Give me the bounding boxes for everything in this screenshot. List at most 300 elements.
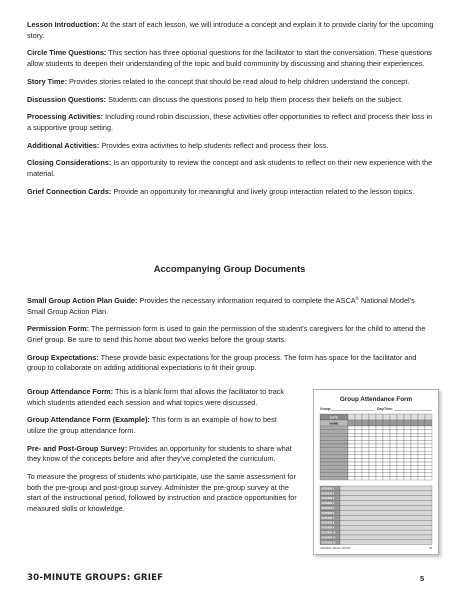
attendance-cell (362, 437, 369, 441)
attendance-cell (404, 433, 411, 437)
attendance-cell (383, 430, 390, 434)
definition-text: Provide an opportunity for meaningful and lively group interaction related to the lesson topics. (111, 186, 415, 196)
definition-term: Discussion Questions: (27, 94, 107, 104)
attendance-cell (369, 437, 376, 441)
document-text: Provides an opportunity for students to share what they know of the concepts before and after they’ve completed the curriculum. (27, 443, 292, 464)
definition-term: Circle Time Questions: (27, 48, 107, 58)
date-header-label: DATE (330, 415, 338, 420)
thumbnail-group-label: Group: (320, 407, 332, 411)
attendance-cell (418, 455, 425, 459)
session-topic-cell (340, 520, 432, 525)
attendance-cell (411, 466, 418, 470)
date-column-cell (418, 414, 425, 420)
attendance-cell (411, 473, 418, 477)
session-topic-cell (340, 496, 432, 501)
definition-text: Including round robin discussion, these activities offer opportunities to reflect and process their loss in a supportive group setting. (27, 112, 433, 132)
attendance-cell (411, 458, 418, 462)
attendance-cell (362, 448, 369, 452)
attendance-cell (355, 462, 362, 466)
attendance-cell (362, 451, 369, 455)
session-label: SESSION 8 (321, 521, 335, 525)
attendance-cell (404, 448, 411, 452)
attendance-cell (418, 451, 425, 455)
attendance-cell (418, 462, 425, 466)
attendance-cell (418, 426, 425, 430)
attendance-cell (418, 444, 425, 448)
attendance-cell (383, 426, 390, 430)
student-name-cell (320, 433, 348, 437)
attendance-cell (369, 433, 376, 437)
attendance-cell (404, 440, 411, 444)
attendance-cell (411, 476, 418, 480)
attendance-cell (355, 451, 362, 455)
attendance-cell (348, 437, 355, 441)
attendance-cell (369, 469, 376, 473)
attendance-cell (397, 469, 404, 473)
attendance-cell (390, 473, 397, 477)
student-name-cell (320, 462, 348, 466)
definition-text: At the start of each lesson, we will introduce a concept and explain it to provide clarity for the upcoming story. (27, 20, 434, 40)
attendance-cell (411, 451, 418, 455)
attendance-cell (383, 433, 390, 437)
attendance-cell (369, 426, 376, 430)
attendance-cell (348, 455, 355, 459)
attendance-cell (362, 455, 369, 459)
document-text-continued: National Model’s Small Group Action Plan. (27, 296, 415, 316)
date-column-cell (383, 414, 390, 420)
session-topic-cell (340, 486, 432, 491)
session-label: SESSION 1 (321, 487, 335, 491)
attendance-cell (397, 433, 404, 437)
session-number-cell (348, 420, 355, 426)
attendance-cell (425, 476, 432, 480)
attendance-cell (425, 458, 432, 462)
date-column-cell (369, 414, 376, 420)
document-text: This is a blank form that allows the facilitator to track which students attended each session and what topics were discussed. (27, 387, 285, 407)
attendance-cell (383, 437, 390, 441)
session-label: SESSION 10 (321, 531, 336, 535)
attendance-cell (390, 437, 397, 441)
definition-term: Lesson Introduction: (27, 20, 100, 29)
attendance-cell (411, 430, 418, 434)
attendance-cell (397, 451, 404, 455)
attendance-cell (411, 433, 418, 437)
attendance-cell (418, 440, 425, 444)
attendance-cell (369, 455, 376, 459)
attendance-cell (404, 426, 411, 430)
attendance-cell (404, 476, 411, 480)
attendance-cell (425, 440, 432, 444)
definition-discussion-questions (27, 95, 435, 106)
attendance-cell (397, 430, 404, 434)
attendance-cell (348, 444, 355, 448)
student-name-cell (320, 437, 348, 441)
attendance-cell (355, 448, 362, 452)
definition-circle-time-questions (27, 48, 435, 69)
attendance-cell (425, 444, 432, 448)
attendance-cell (376, 448, 383, 452)
student-name-cell (320, 469, 348, 473)
date-column-cell (390, 414, 397, 420)
attendance-cell (411, 469, 418, 473)
student-name-cell (320, 476, 348, 480)
attendance-cell (355, 476, 362, 480)
thumbnail-footer: GRADES: SMALL GROUP (320, 547, 352, 550)
attendance-cell (390, 462, 397, 466)
attendance-cell (411, 440, 418, 444)
attendance-cell (418, 433, 425, 437)
attendance-cell (369, 473, 376, 477)
session-topic-cell (340, 530, 432, 535)
session-rows (320, 486, 432, 545)
attendance-cell (425, 451, 432, 455)
attendance-cell (390, 430, 397, 434)
attendance-cell (369, 462, 376, 466)
definition-processing-activities (27, 112, 435, 133)
attendance-cell (348, 469, 355, 473)
session-number-cell (397, 420, 404, 426)
attendance-form-thumbnail (313, 389, 439, 555)
attendance-cell (348, 462, 355, 466)
attendance-survey-column (27, 387, 297, 522)
session-label: SESSION 11 (321, 536, 336, 540)
session-label: SESSION 12 (321, 541, 336, 545)
attendance-cell (397, 462, 404, 466)
attendance-cell (362, 476, 369, 480)
attendance-cell (397, 444, 404, 448)
attendance-cell (348, 440, 355, 444)
session-topic-cell (340, 535, 432, 540)
attendance-cell (404, 430, 411, 434)
session-number-cell (376, 420, 383, 426)
attendance-cell (369, 451, 376, 455)
attendance-cell (404, 466, 411, 470)
attendance-cell (383, 469, 390, 473)
attendance-cell (390, 440, 397, 444)
attendance-cell (362, 469, 369, 473)
attendance-cell (411, 444, 418, 448)
attendance-cell (355, 469, 362, 473)
session-topic-cell (340, 540, 432, 545)
attendance-cell (397, 426, 404, 430)
definition-closing-considerations (27, 158, 435, 179)
session-number-cell (404, 420, 411, 426)
session-topic-cell (340, 515, 432, 520)
attendance-cell (397, 455, 404, 459)
definition-term: Closing Considerations: (27, 158, 112, 168)
attendance-cell (376, 466, 383, 470)
attendance-cell (369, 440, 376, 444)
student-name-cell (320, 440, 348, 444)
student-name-cell (320, 455, 348, 459)
attendance-cell (397, 458, 404, 462)
document-term: Pre- and Post-Group Survey: (27, 443, 128, 453)
attendance-cell (390, 433, 397, 437)
document-term: Small Group Action Plan Guide: (27, 296, 138, 305)
document-text: These provide basic expectations for the group process. The form has space for the facilitator and group to collaborate on adding additional expectations to fit their group. (27, 352, 417, 373)
attendance-cell (411, 448, 418, 452)
student-name-cell (320, 448, 348, 452)
attendance-cell (348, 458, 355, 462)
attendance-cell (390, 451, 397, 455)
student-name-cell (320, 458, 348, 462)
attendance-cell (362, 426, 369, 430)
attendance-cell (404, 455, 411, 459)
document-pre-post-survey (27, 444, 297, 465)
paragraph-text: To measure the progress of students who participate, use the same assessment for both the pre-group and post-group survey. Administer the pre-group survey at the start of the instructional period, followed by instruction and practice opportunities for measured skills or knowledge. (27, 472, 297, 513)
definition-text: Provides extra activities to help students reflect and process their loss. (99, 140, 329, 150)
attendance-cell (411, 455, 418, 459)
attendance-cell (404, 458, 411, 462)
date-column-cell (355, 414, 362, 420)
attendance-cell (397, 466, 404, 470)
document-term: Permission Form: (27, 324, 90, 334)
attendance-cell (376, 458, 383, 462)
definition-text: Is an opportunity to review the concept and ask students to reflect on their new experience with the material. (27, 158, 433, 179)
attendance-cell (376, 440, 383, 444)
attendance-cell (390, 469, 397, 473)
document-text: The permission form is used to gain the permission of the student’s caregivers for the child to attend the Grief group. Be sure to send this home about two weeks before the group starts. (27, 324, 426, 344)
attendance-cell (383, 473, 390, 477)
attendance-cell (348, 473, 355, 477)
attendance-cell (376, 473, 383, 477)
attendance-cell (383, 466, 390, 470)
page-number: 5 (420, 574, 425, 583)
attendance-cell (369, 458, 376, 462)
attendance-cell (362, 440, 369, 444)
attendance-cell (397, 437, 404, 441)
attendance-cell (376, 426, 383, 430)
student-name-cell (320, 473, 348, 477)
attendance-cell (404, 469, 411, 473)
attendance-cell (355, 455, 362, 459)
attendance-cell (390, 448, 397, 452)
attendance-cell (383, 462, 390, 466)
date-column-cell (425, 414, 432, 420)
attendance-cell (425, 462, 432, 466)
session-label: SESSION 9 (321, 526, 335, 530)
document-group-expectations (27, 353, 435, 374)
book-title: 30-MINUTE GROUPS: GRIEF (27, 573, 164, 583)
attendance-cell (362, 462, 369, 466)
attendance-cell (383, 455, 390, 459)
attendance-cell (355, 466, 362, 470)
session-number-cell (362, 420, 369, 426)
attendance-cell (355, 426, 362, 430)
attendance-cell (425, 469, 432, 473)
definition-term: Additional Activities: (27, 140, 100, 150)
attendance-cell (369, 476, 376, 480)
attendance-cell (418, 466, 425, 470)
student-name-cell (320, 466, 348, 470)
attendance-cell (369, 444, 376, 448)
attendance-cell (425, 433, 432, 437)
document-action-plan-guide (27, 294, 435, 317)
attendance-cell (404, 451, 411, 455)
attendance-cell (397, 448, 404, 452)
survey-measurement-paragraph (27, 472, 297, 514)
attendance-cell (418, 458, 425, 462)
attendance-cell (397, 440, 404, 444)
session-number-cell (411, 420, 418, 426)
session-label: SESSION 7 (321, 516, 335, 520)
attendance-cell (404, 444, 411, 448)
document-term: Group Attendance Form (Example): (27, 415, 150, 425)
attendance-cell (425, 455, 432, 459)
attendance-cell (425, 466, 432, 470)
attendance-cell (362, 430, 369, 434)
attendance-cell (376, 444, 383, 448)
attendance-cell (418, 469, 425, 473)
attendance-cell (418, 473, 425, 477)
definition-text: This section has three optional questions for the facilitator to start the conversation. These questions allow students to deepen their understanding of the topic and build community by discussing and sharing their experiences. (27, 48, 432, 68)
definition-term: Processing Activities: (27, 112, 103, 122)
attendance-cell (376, 433, 383, 437)
student-name-cell (320, 426, 348, 430)
attendance-cell (355, 444, 362, 448)
attendance-cell (355, 437, 362, 441)
attendance-cell (355, 458, 362, 462)
student-name-cell (320, 430, 348, 434)
attendance-cell (425, 473, 432, 477)
attendance-form-preview (314, 390, 438, 554)
definition-story-time (27, 77, 435, 88)
document-term: Group Attendance Form: (27, 387, 114, 396)
definition-term: Story Time: (27, 76, 68, 86)
documents-list (27, 294, 435, 381)
session-topic-cell (340, 501, 432, 506)
session-number-cell (390, 420, 397, 426)
session-topic-cell (340, 511, 432, 516)
attendance-cell (348, 451, 355, 455)
attendance-cell (397, 476, 404, 480)
attendance-cell (404, 437, 411, 441)
attendance-cell (390, 444, 397, 448)
attendance-cell (418, 430, 425, 434)
attendance-cell (376, 455, 383, 459)
thumbnail-title: Group Attendance Form (339, 396, 413, 403)
attendance-cell (369, 448, 376, 452)
session-label: SESSION 2 (321, 492, 335, 496)
document-text: This form is an example of how to best utilize the group attendance form. (27, 415, 277, 435)
session-label: SESSION 6 (321, 511, 335, 515)
attendance-cell (383, 444, 390, 448)
attendance-cell (425, 430, 432, 434)
date-column-cell (376, 414, 383, 420)
session-label: SESSION 3 (321, 497, 335, 501)
attendance-cell (348, 476, 355, 480)
attendance-cell (376, 462, 383, 466)
attendance-cell (362, 433, 369, 437)
definition-text: Students can discuss the questions posed to help them process their beliefs on the subject. (106, 94, 403, 104)
attendance-cell (390, 466, 397, 470)
attendance-cell (390, 455, 397, 459)
document-group-attendance-example (27, 415, 297, 436)
attendance-cell (390, 458, 397, 462)
section-title: Accompanying Group Documents (153, 263, 306, 274)
date-column-cell (362, 414, 369, 420)
attendance-cell (383, 451, 390, 455)
session-topic-cell (340, 491, 432, 496)
session-number-cell (418, 420, 425, 426)
attendance-cell (355, 430, 362, 434)
date-column-cell (348, 414, 355, 420)
attendance-cell (355, 433, 362, 437)
attendance-cell (376, 430, 383, 434)
attendance-cell (369, 466, 376, 470)
attendance-cell (376, 451, 383, 455)
attendance-cell (362, 466, 369, 470)
attendance-cell (355, 473, 362, 477)
attendance-cell (425, 448, 432, 452)
attendance-cell (404, 473, 411, 477)
attendance-cell (411, 462, 418, 466)
attendance-cell (362, 473, 369, 477)
thumbnail-page: ## (429, 547, 432, 550)
document-text: Provides the necessary information required to complete the ASCA (137, 296, 356, 305)
definitions-list (27, 20, 435, 205)
name-header-label: NAME (329, 421, 339, 426)
student-name-cell (320, 444, 348, 448)
session-label: SESSION 4 (321, 502, 335, 506)
document-term: Group Expectations: (27, 352, 99, 362)
attendance-cell (418, 476, 425, 480)
attendance-cell (383, 440, 390, 444)
attendance-cell (411, 437, 418, 441)
attendance-cell (383, 458, 390, 462)
definition-lesson-introduction (27, 20, 435, 41)
document-permission-form (27, 324, 435, 345)
session-number-cell (425, 420, 432, 426)
registered-mark: ® (355, 296, 359, 301)
definition-text: Provides stories related to the concept that should be read aloud to help children understand the concept. (67, 76, 410, 86)
attendance-cell (348, 448, 355, 452)
attendance-cell (404, 462, 411, 466)
attendance-cell (376, 437, 383, 441)
date-column-cell (397, 414, 404, 420)
definition-additional-activities (27, 141, 435, 152)
attendance-cell (390, 476, 397, 480)
definition-grief-connection-cards (27, 187, 435, 198)
attendance-grid (320, 414, 432, 480)
attendance-cell (376, 476, 383, 480)
document-group-attendance-form (27, 387, 297, 408)
session-number-cell (369, 420, 376, 426)
session-topic-cell (340, 506, 432, 511)
attendance-cell (355, 440, 362, 444)
attendance-cell (348, 466, 355, 470)
attendance-cell (418, 437, 425, 441)
attendance-cell (425, 437, 432, 441)
thumbnail-day-time-label: Day/Time: (377, 407, 394, 411)
date-column-cell (404, 414, 411, 420)
student-name-cell (320, 451, 348, 455)
attendance-cell (362, 444, 369, 448)
attendance-cell (418, 448, 425, 452)
attendance-cell (397, 473, 404, 477)
session-label: SESSION 5 (321, 507, 335, 510)
attendance-cell (362, 458, 369, 462)
attendance-cell (348, 433, 355, 437)
session-number-cell (383, 420, 390, 426)
date-column-cell (411, 414, 418, 420)
attendance-cell (411, 426, 418, 430)
attendance-cell (376, 469, 383, 473)
attendance-cell (390, 426, 397, 430)
attendance-cell (369, 430, 376, 434)
session-topic-cell (340, 525, 432, 530)
attendance-cell (348, 426, 355, 430)
